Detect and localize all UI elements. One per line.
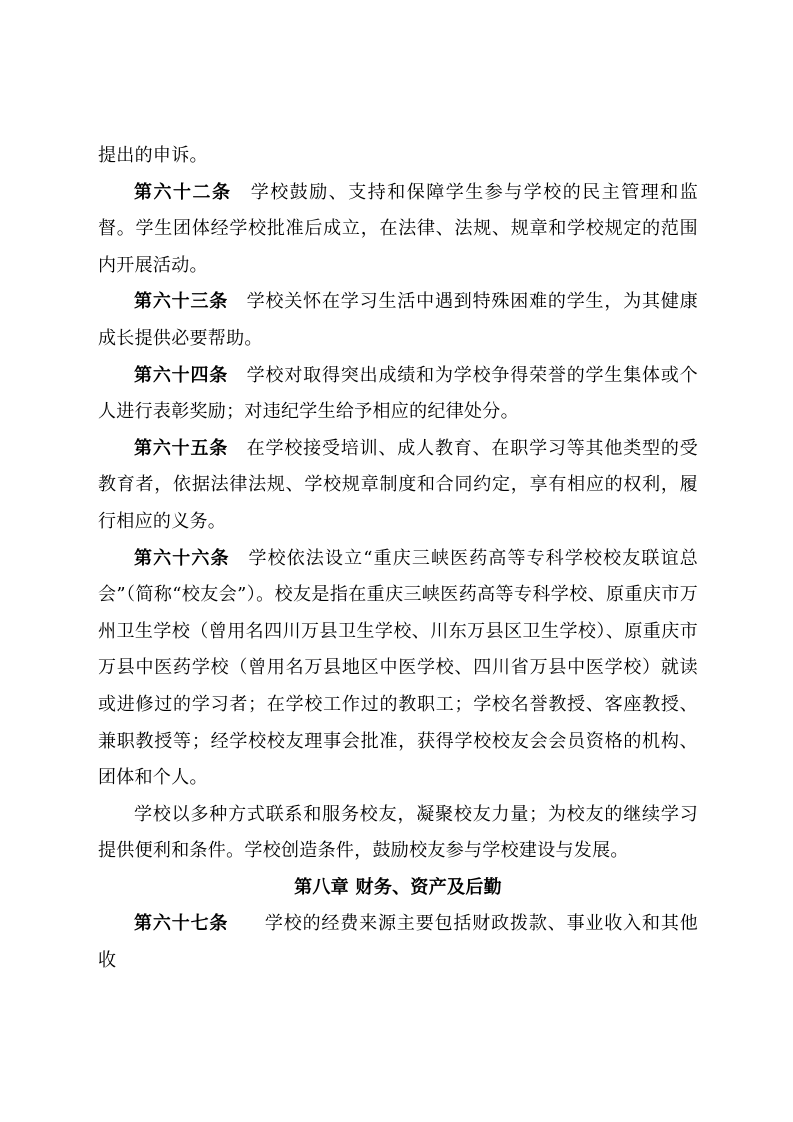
article-text: 学校依法设立“重庆三峡医药高等专科学校校友联谊总会”（简称“校友会”）。校友是指在重庆三峡医药高等专科学校、原重庆市万州卫生学校（曾用名四川万县卫生学校、川东万县区卫生学校）、原重庆市万县中医药学校（曾用名万县地区中医学校、四川省万县中医学校）就读或进修过的学习者；在学校工作过的教职工；学校名誉教授、客座教授、兼职教授等；经学校校友理事会批准，获得学校校友会会员资格的机构、团体和个人。: [98, 547, 698, 789]
paragraph-alumni-service: [98, 797, 698, 870]
article-label: 第六十四条: [134, 364, 229, 386]
article-text: 学校关怀在学习生活中遇到特殊困难的学生，为其健康成长提供必要帮助。: [98, 291, 698, 349]
chapter-title: 第八章 财务、资产及后勤: [294, 876, 502, 898]
article-text: 在学校接受培训、成人教育、在职学习等其他类型的受教育者，依据法律法规、学校规章制度和合同约定，享有相应的权利，履行相应的义务。: [98, 437, 698, 532]
document-body: [98, 138, 698, 980]
article-62: [98, 175, 698, 285]
paragraph-continuation: [98, 138, 698, 175]
article-65: [98, 431, 698, 541]
article-67: [98, 906, 698, 979]
article-text: 学校鼓励、支持和保障学生参与学校的民主管理和监督。学生团体经学校批准后成立，在法律、法规、规章和学校规定的范围内开展活动。: [98, 181, 698, 276]
paragraph-text: 学校以多种方式联系和服务校友，凝聚校友力量；为校友的继续学习提供便利和条件。学校创造条件，鼓励校友参与学校建设与发展。: [98, 803, 698, 862]
article-text: 学校的经费来源主要包括财政拨款、事业收入和其他收: [98, 913, 699, 972]
article-64: [98, 358, 698, 431]
article-63: [98, 284, 698, 357]
article-label: 第六十二条: [134, 181, 232, 203]
article-label: 第六十三条: [134, 291, 229, 313]
article-label: 第六十五条: [134, 437, 229, 459]
paragraph-text: 提出的申诉。: [98, 145, 208, 166]
article-label: 第六十六条: [134, 547, 230, 569]
article-text: 学校对取得突出成绩和为学校争得荣誉的学生集体或个人进行表彰奖励；对违纪学生给予相应的纪律处分。: [98, 364, 698, 423]
article-label: 第六十七条: [134, 913, 229, 935]
article-66: [98, 541, 698, 797]
